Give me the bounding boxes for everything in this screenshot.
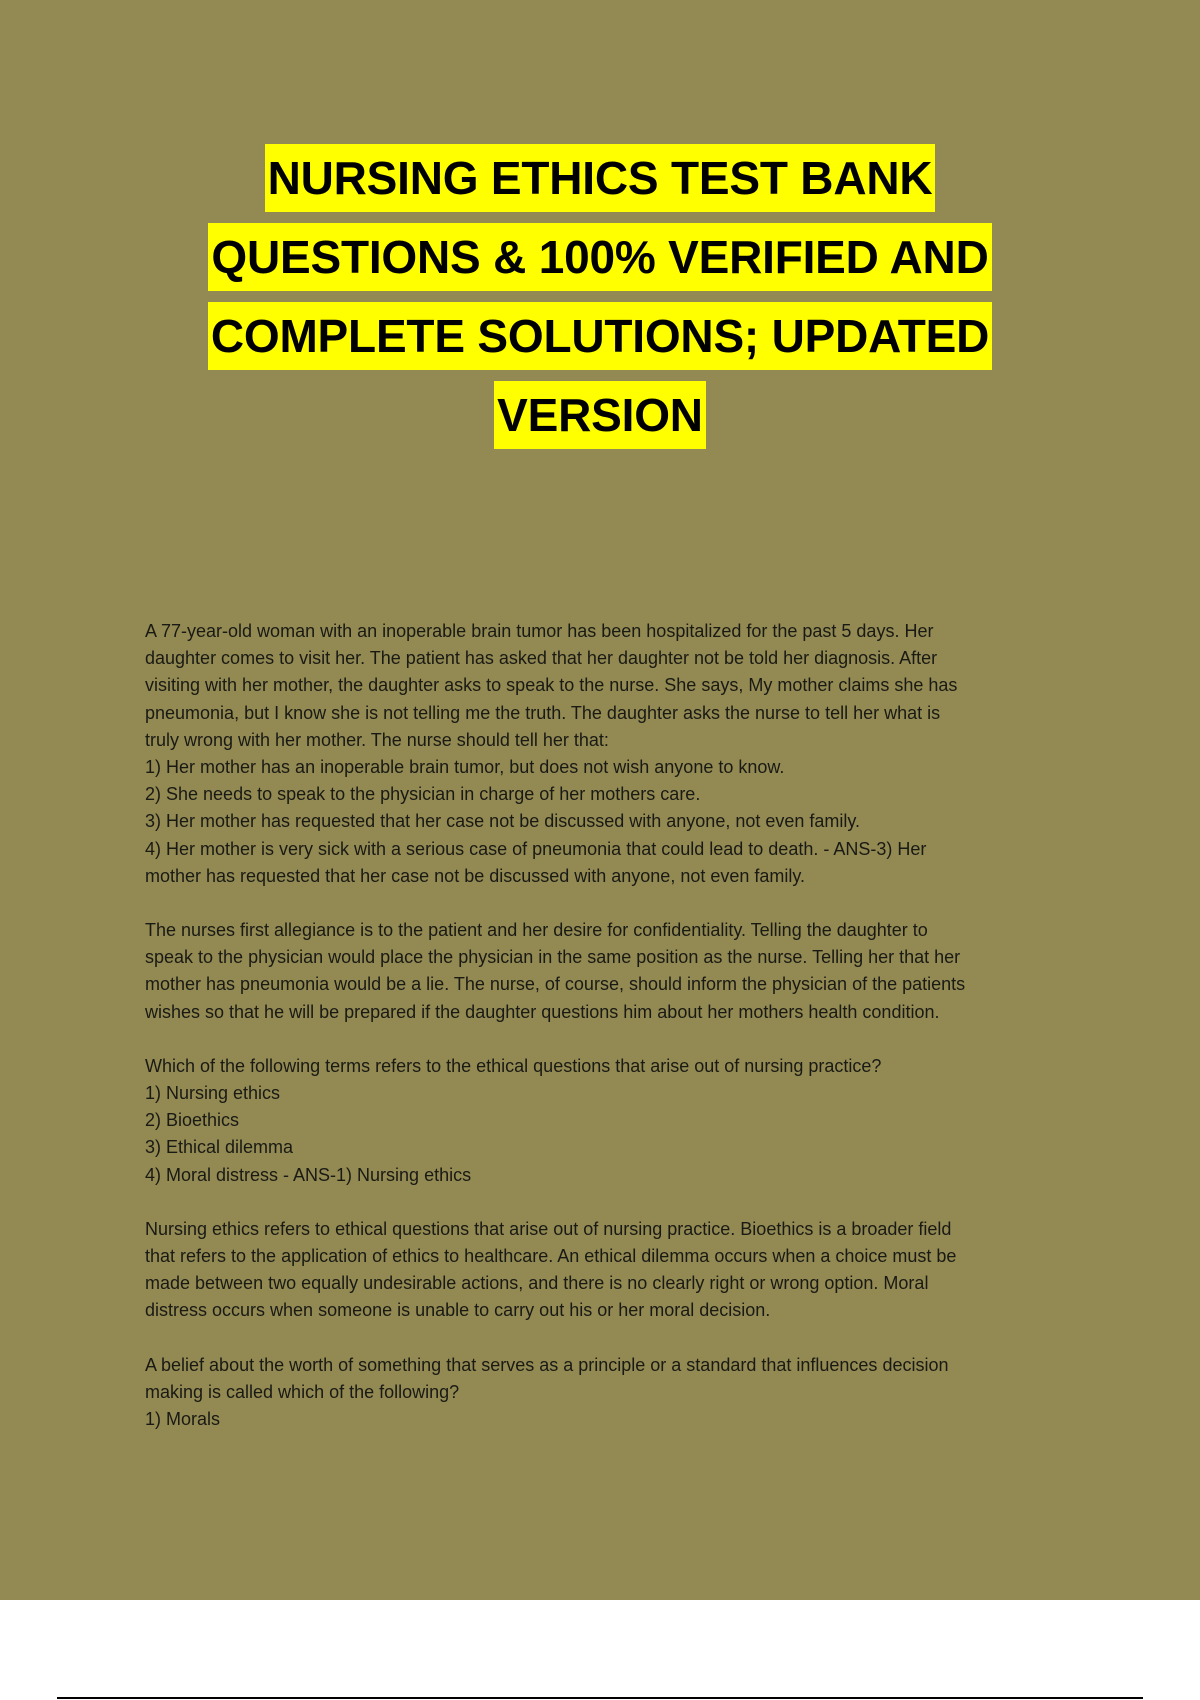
- question-stem-line: making is called which of the following?: [145, 1381, 460, 1402]
- question-1: [145, 618, 1085, 890]
- answer-option: 3) Her mother has requested that her case not be discussed with anyone, not even family.: [145, 811, 861, 832]
- title-line: COMPLETE SOLUTIONS; UPDATED: [0, 302, 1200, 370]
- rationale-line: The nurses first allegiance is to the patient and her desire for confidentiality. Telling the daughter to: [145, 920, 928, 941]
- question-stem-line: A belief about the worth of something that serves as a principle or a standard that influences decision: [145, 1354, 949, 1375]
- answer-option: 1) Nursing ethics: [145, 1083, 281, 1104]
- question-3: [145, 1352, 1085, 1434]
- rationale-line: distress occurs when someone is unable to carry out his or her moral decision.: [145, 1300, 771, 1321]
- rationale-line: made between two equally undesirable actions, and there is no clearly right or wrong option. Moral: [145, 1273, 929, 1294]
- rationale-line: wishes so that he will be prepared if the daughter questions him about her mothers health condition.: [145, 1001, 940, 1022]
- rationale-2: [145, 1216, 1085, 1325]
- answer-option: 1) Morals: [145, 1409, 221, 1430]
- answer-option: 2) Bioethics: [145, 1110, 240, 1131]
- rationale-line: speak to the physician would place the physician in the same position as the nurse. Telling her that her: [145, 947, 961, 968]
- document-title: [0, 144, 1200, 460]
- paragraph-gap: [145, 1189, 1085, 1216]
- title-line: NURSING ETHICS TEST BANK: [0, 144, 1200, 212]
- rationale-1: [145, 917, 1085, 1026]
- answer-option: 2) She needs to speak to the physician in charge of her mothers care.: [145, 784, 701, 805]
- question-stem-line: A 77-year-old woman with an inoperable brain tumor has been hospitalized for the past 5 days. Her: [145, 621, 934, 641]
- question-stem-line: visiting with her mother, the daughter asks to speak to the nurse. She says, My mother claims she has: [145, 675, 958, 696]
- question-stem-line: daughter comes to visit her. The patient has asked that her daughter not be told her diagnosis. After: [145, 648, 938, 669]
- answer-option: 3) Ethical dilemma: [145, 1137, 294, 1158]
- question-stem-line: Which of the following terms refers to the ethical questions that arise out of nursing practice?: [145, 1055, 882, 1076]
- answer-option: 4) Moral distress - ANS-1) Nursing ethics: [145, 1164, 472, 1185]
- answer-option: 1) Her mother has an inoperable brain tumor, but does not wish anyone to know.: [145, 757, 785, 778]
- title-line: QUESTIONS & 100% VERIFIED AND: [0, 223, 1200, 291]
- document-body: [145, 618, 1085, 1433]
- footer-divider: [57, 1697, 1143, 1699]
- title-line: VERSION: [0, 381, 1200, 449]
- rationale-line: Nursing ethics refers to ethical questions that arise out of nursing practice. Bioethics is a broader field: [145, 1218, 952, 1239]
- paragraph-gap: [145, 1325, 1085, 1352]
- question-stem-line: pneumonia, but I know she is not telling me the truth. The daughter asks the nurse to tell her what is: [145, 702, 941, 723]
- rationale-line: mother has pneumonia would be a lie. The nurse, of course, should inform the physician of the patients: [145, 974, 966, 995]
- paragraph-gap: [145, 1026, 1085, 1053]
- rationale-line: that refers to the application of ethics to healthcare. An ethical dilemma occurs when a choice must be: [145, 1246, 957, 1267]
- answer-option: 4) Her mother is very sick with a serious case of pneumonia that could lead to death. - ANS-3) Her: [145, 838, 927, 859]
- paragraph-gap: [145, 890, 1085, 917]
- question-stem-line: truly wrong with her mother. The nurse should tell her that:: [145, 729, 609, 750]
- question-2: [145, 1053, 1085, 1189]
- answer-option: mother has requested that her case not be discussed with anyone, not even family.: [145, 865, 806, 886]
